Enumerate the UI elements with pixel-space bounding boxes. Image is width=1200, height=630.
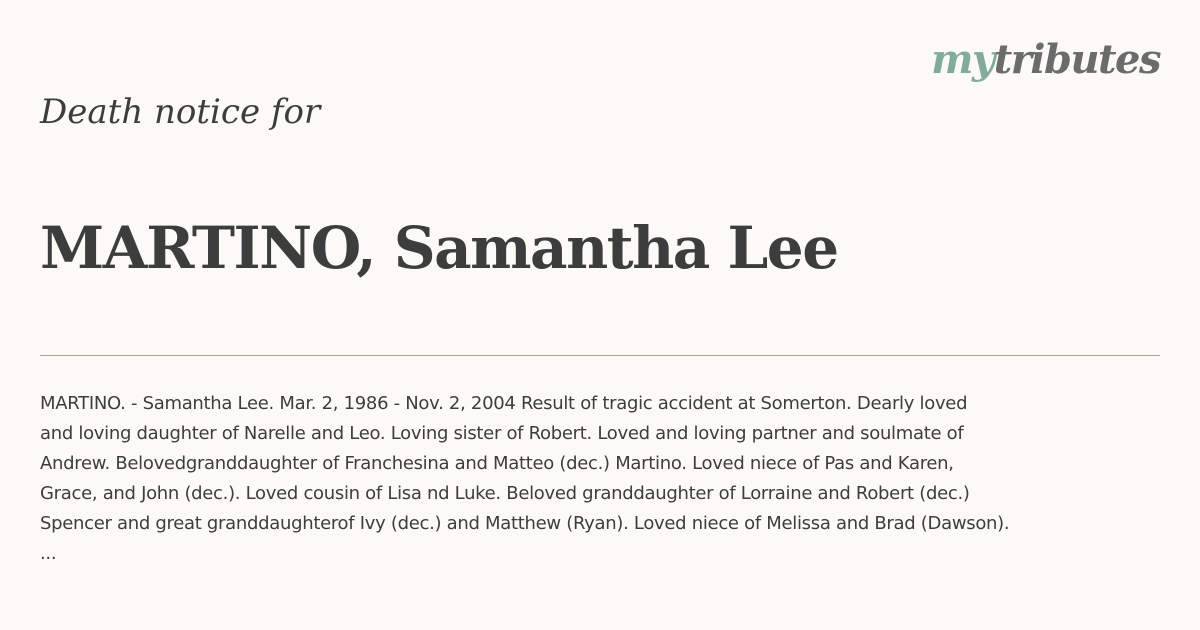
logo-tributes-text: tributes [993,36,1160,83]
notice-subtitle: Death notice for [40,92,321,132]
notice-body: MARTINO. - Samantha Lee. Mar. 2, 1986 - Nov. 2, 2004 Result of tragic accident at Somerton. Dearly loved and loving daughter of Narelle and Leo. Loving sister of Robert. Loved and loving partner and soulmate of Andrew. Belovedgranddaughter of Franchesina and Matteo (dec.) Martino. Loved niece of Pas and Karen, Grace, and John (dec.). Loved cousin of Lisa nd Luke. Beloved granddaughter of Lorraine and Robert (dec.) Spencer and great granddaughterof Ivy (dec.) and Matthew (Ryan). Loved niece of Melissa and Brad (Dawson). ... [40,393,1010,564]
mytributes-logo[interactable] [931,30,1160,90]
logo-my-text: my [931,36,994,83]
divider [40,355,1160,356]
deceased-name: MARTINO, Samantha Lee [40,214,838,282]
